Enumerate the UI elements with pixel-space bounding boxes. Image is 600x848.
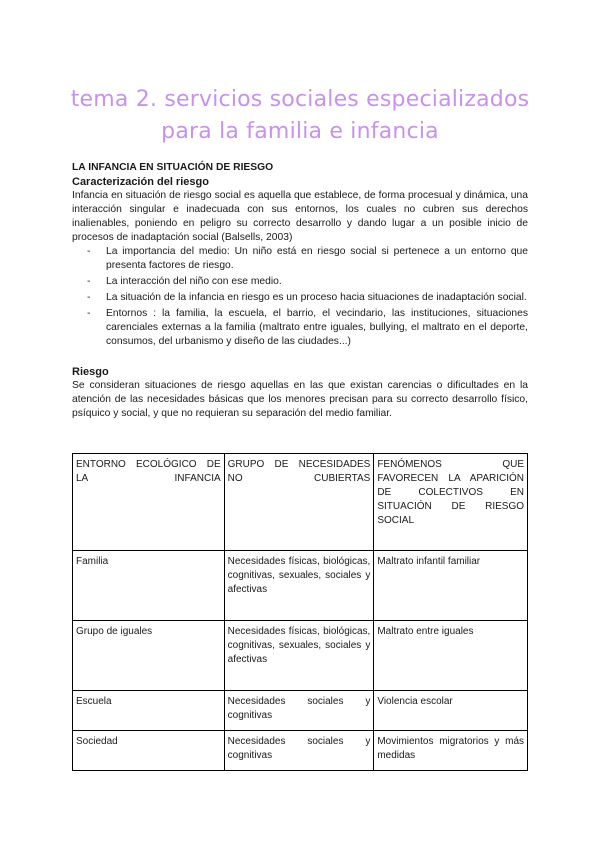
table-cell: Movimientos migratorios y más medidas xyxy=(374,731,528,771)
table-header-row xyxy=(73,454,528,551)
list-item: - Entornos : la familia, la escuela, el barrio, el vecindario, las instituciones, situaciones carenciales externas a la familia (maltrato entre iguales, bullying, el maltrato en el deporte, consumos, del urbanismo y diseño de las ciudades...) xyxy=(106,307,528,349)
table-row xyxy=(73,621,528,691)
table-cell: Maltrato infantil familiar xyxy=(374,551,528,621)
page-title xyxy=(0,84,600,148)
table-row xyxy=(73,691,528,731)
table-cell: Necesidades sociales y cognitivas xyxy=(224,691,374,731)
riesgo-heading: Riesgo xyxy=(72,366,109,378)
table-cell: Sociedad xyxy=(73,731,225,771)
table-cell: Escuela xyxy=(73,691,225,731)
risk-factors-list xyxy=(72,245,528,349)
risk-table xyxy=(72,453,528,771)
section-heading: LA INFANCIA EN SITUACIÓN DE RIESGO xyxy=(72,162,274,173)
intro-paragraph: Infancia en situación de riesgo social es aquella que establece, de forma procesual y dinámica, una interacción singular e inadecuada con sus entornos, los cuales no cubren sus derechos inalienables, poniendo en peligro su correcto desarrollo y dando lugar a un posible inicio de procesos de inadaptación social (Balsells, 2003) xyxy=(72,190,528,243)
riesgo-paragraph: Se consideran situaciones de riesgo aquellas en las que existan carencias o dificultades en la atención de las necesidades básicas que los menores precisan para su correcto desarrollo físico, psíquico y social, y que no requieran su separación del medio familiar. xyxy=(72,380,528,419)
table-cell: Violencia escolar xyxy=(374,691,528,731)
table-cell: Grupo de iguales xyxy=(73,621,225,691)
document-body xyxy=(72,161,528,421)
list-item: - La situación de la infancia en riesgo es un proceso hacia situaciones de inadaptación social. xyxy=(106,291,528,305)
table-cell: Familia xyxy=(73,551,225,621)
table-header-cell: FENÓMENOS QUE FAVORECEN LA APARICIÓN DE COLECTIVOS EN SITUACIÓN DE RIESGO SOCIAL xyxy=(374,454,528,551)
table-cell: Necesidades físicas, biológicas, cognitivas, sexuales, sociales y afectivas xyxy=(224,621,374,691)
table-row xyxy=(73,551,528,621)
page-title-line-2: para la familia e infancia xyxy=(161,119,439,144)
table-row xyxy=(73,731,528,771)
table-header-cell: GRUPO DE NECESIDADES NO CUBIERTAS xyxy=(224,454,374,551)
subsection-heading: Caracterización del riesgo xyxy=(72,176,209,188)
table-cell: Necesidades físicas, biológicas, cognitivas, sexuales, sociales y afectivas xyxy=(224,551,374,621)
list-item: - La interacción del niño con ese medio. xyxy=(106,275,528,289)
page-title-line-1: tema 2. servicios sociales especializados xyxy=(70,87,530,112)
table-cell: Necesidades sociales y cognitivas xyxy=(224,731,374,771)
table-header-cell: ENTORNO ECOLÓGICO DE LA INFANCIA xyxy=(73,454,225,551)
list-item: - La importancia del medio: Un niño está en riesgo social si pertenece a un entorno que presenta factores de riesgo. xyxy=(106,245,528,273)
table-cell: Maltrato entre iguales xyxy=(374,621,528,691)
